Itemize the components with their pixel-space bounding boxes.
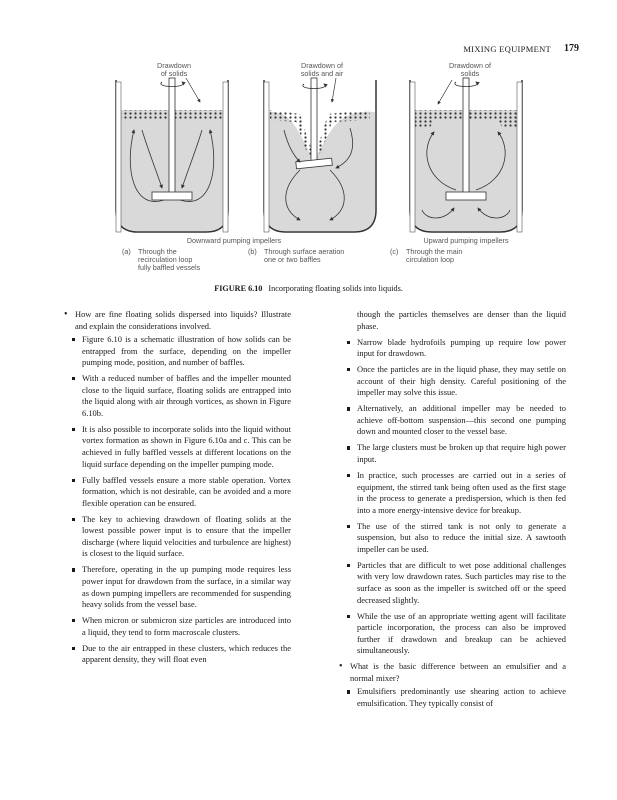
pointer-arrow-icon xyxy=(332,78,336,102)
panel-b-line-1: Through surface aeration xyxy=(264,247,345,256)
baffle xyxy=(517,82,522,232)
list-item: Figure 6.10 is a schematic illustration of how solids can be entrapped from the surface, depending on the impeller pumping mode, position, and number of baffles. xyxy=(64,334,291,369)
shaft xyxy=(463,78,469,194)
page-number: 179 xyxy=(564,43,579,54)
label-drawdown-air-2: solids and air xyxy=(300,69,344,78)
baffle xyxy=(264,82,269,232)
baffle xyxy=(116,82,121,232)
list-item: In practice, such processes are carried out in a series of equipment, the stirred tank being often used as the first stage in the process to generate a predispersion, which is then fed into a more energy-intensive device for breakup. xyxy=(339,470,566,516)
continued-text: though the particles themselves are denser than the liquid phase. xyxy=(357,309,566,331)
label-drawdown-right-1: Drawdown of xyxy=(449,61,491,70)
label-downward-pumping: Downward pumping impellers xyxy=(186,236,282,245)
panel-a-line-2: recirculation loop xyxy=(138,255,193,264)
list-item: When micron or submicron size particles are introduced into a liquid, they tend to form macroscale clusters. xyxy=(64,615,291,638)
list-item: Emulsifiers predominantly use shearing action to achieve emulsification. They typically consist of xyxy=(339,686,566,709)
panel-b-line-2: one or two baffles xyxy=(264,255,321,264)
tank-b xyxy=(264,61,376,232)
pointer-arrow-icon xyxy=(186,78,200,102)
list-item: It is also possible to incorporate solids into the liquid without vortex formation as shown in Figure 6.10a and c. This can be achieved in fully baffled vessels at different locations on the liquid surface depending on the impeller pumping mode. xyxy=(64,424,291,470)
list-item: Once the particles are in the liquid phase, they may settle on account of their high density. Careful positioning of the impeller may solve this issue. xyxy=(339,364,566,399)
list-item: With a reduced number of baffles and the impeller mounted close to the liquid surface, floating solids are entrapped into the liquid along with air through vortices, as shown in Figure 6.10b. xyxy=(64,373,291,419)
baffle xyxy=(410,82,415,232)
list-item: Narrow blade hydrofoils pumping up require low power input for drawdown. xyxy=(339,337,566,360)
question: • What is the basic difference between an emulsifier and a normal mixer? xyxy=(339,661,566,683)
shaft xyxy=(311,78,317,162)
panel-a-letter: (a) xyxy=(122,247,131,256)
mixing-diagram xyxy=(104,60,534,280)
list-item: While the use of an appropriate wetting agent will facilitate particle incorporation, the process can also be improved further if drawdown and breakup can be achieved simultaneously. xyxy=(339,611,566,657)
tank-c xyxy=(410,61,522,232)
right-column xyxy=(339,309,566,714)
label-drawdown-solids-2: of solids xyxy=(160,69,188,78)
list-item: The use of the stirred tank is not only to generate a suspension, but also to reduce the initial size. A sawtooth impeller can be used. xyxy=(339,521,566,556)
page-header xyxy=(0,44,617,58)
caption-text: Incorporating floating solids into liquids. xyxy=(268,284,403,293)
label-drawdown-right-2: solids xyxy=(460,69,480,78)
list-item: The large clusters must be broken up that require high power input. xyxy=(339,442,566,465)
list-item: Therefore, operating in the up pumping mode requires less power input for drawdown from the surface, in a similar way as down pumping impellers are recommended for suspending heavy solids from the vessel base. xyxy=(64,564,291,610)
figure-6-10 xyxy=(104,60,534,280)
panel-c-letter: (c) xyxy=(390,247,399,256)
panel-a-line-1: Through the xyxy=(138,247,177,256)
figure-caption xyxy=(0,284,617,293)
question-text: What is the basic difference between an emulsifier and a normal mixer? xyxy=(350,661,566,683)
label-upward-pumping: Upward pumping impellers xyxy=(423,236,509,245)
shaft xyxy=(169,78,175,194)
list-item: Fully baffled vessels ensure a more stable operation. Vortex formation, which is not desirable, can be avoided and a more flexible operation can be ensured. xyxy=(64,475,291,510)
caption-label: FIGURE 6.10 xyxy=(214,284,263,293)
panel-a-line-3: fully baffled vessels xyxy=(138,263,201,272)
list-item: The key to achieving drawdown of floating solids at the lowest possible power input is to ensure that the impeller discharge (where liquid velocities and turbulence are highest) is closest to the liquid surface. xyxy=(64,514,291,560)
tank-a xyxy=(116,61,228,232)
impeller xyxy=(446,192,486,200)
label-drawdown-solids-1: Drawdown xyxy=(157,61,191,70)
panel-c-line-1: Through the main xyxy=(406,247,463,256)
running-title: MIXING EQUIPMENT xyxy=(463,44,551,54)
left-column xyxy=(64,309,291,670)
list-item: Due to the air entrapped in these clusters, which reduces the apparent density, they will float even xyxy=(64,643,291,666)
list-item: Alternatively, an additional impeller may be needed to achieve off-bottom suspension—this second one pumping down and mounted closer to the vessel base. xyxy=(339,403,566,438)
panel-b-letter: (b) xyxy=(248,247,257,256)
baffle xyxy=(223,82,228,232)
question: • How are fine floating solids dispersed into liquids? Illustrate and explain the considerations involved. xyxy=(64,309,291,331)
impeller xyxy=(152,192,192,200)
pointer-arrow-icon xyxy=(438,80,452,104)
label-drawdown-air-1: Drawdown of xyxy=(301,61,343,70)
panel-c-line-2: circulation loop xyxy=(406,255,454,264)
question-text: How are fine floating solids dispersed into liquids? Illustrate and explain the considerations involved. xyxy=(75,309,291,331)
list-item: Particles that are difficult to wet pose additional challenges with very low drawdown rates. Such particles may rise to the surface as soon as the impeller is switched off or the speed decreased slightly. xyxy=(339,560,566,606)
